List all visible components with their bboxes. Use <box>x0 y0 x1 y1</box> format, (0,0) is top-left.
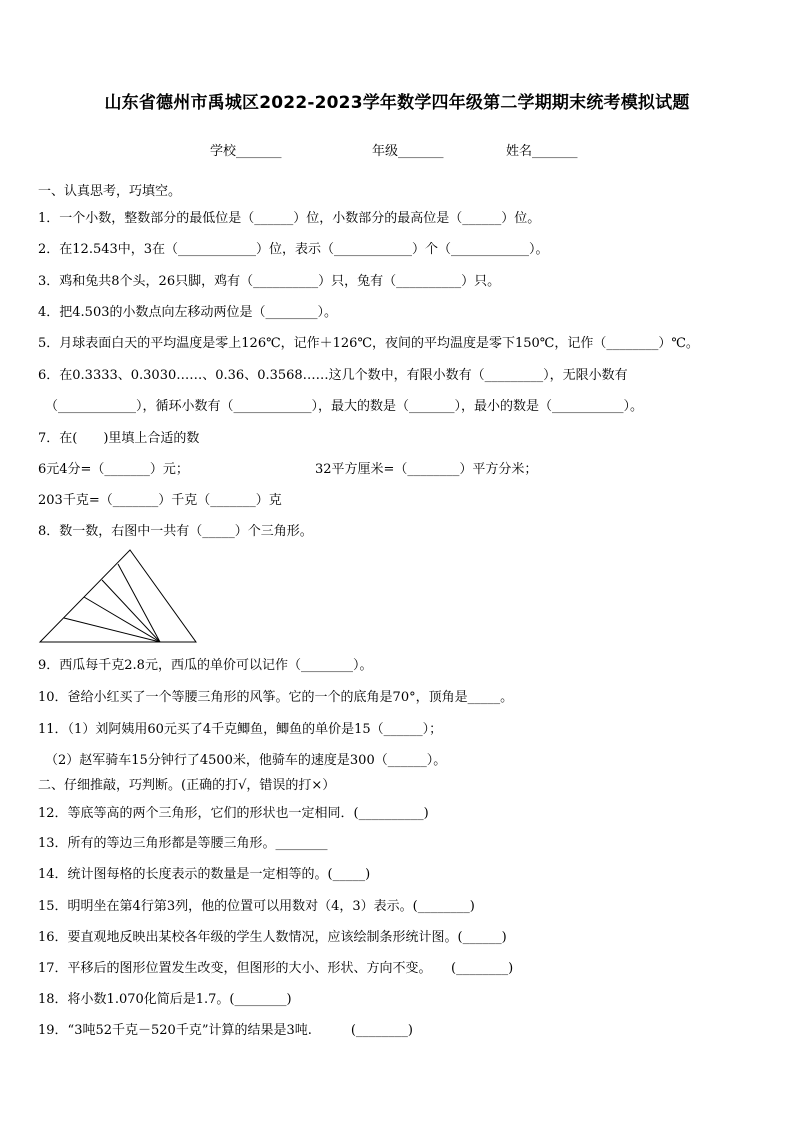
question-7-part-b: 32平方厘米=（________）平方分米； <box>315 462 538 477</box>
question-7-part-c: 203千克=（_______）千克（_______）克 <box>38 493 282 508</box>
question-12: 12．等底等高的两个三角形，它们的形状也一定相同．(__________) <box>38 806 429 821</box>
segment-2 <box>102 580 160 642</box>
question-11-part-2: （2）赵军骑车15分钟行了4500米，他骑车的速度是300（______）。 <box>45 753 447 768</box>
section-1-heading: 一、认真思考，巧填空。 <box>38 184 182 199</box>
question-8: 8．数一数，右图中一共有（_____）个三角形。 <box>38 524 313 539</box>
question-18: 18．将小数1.070化简后是1.7。(________) <box>38 992 292 1007</box>
segment-4 <box>64 618 160 642</box>
triangle-figure <box>38 546 198 644</box>
question-10: 10．爸给小红买了一个等腰三角形的风筝。它的一个的底角是70°，顶角是_____。 <box>38 690 514 705</box>
question-1: 1．一个小数，整数部分的最低位是（______）位，小数部分的最高位是（______）位。 <box>38 211 541 226</box>
question-13: 13．所有的等边三角形都是等腰三角形。________ <box>38 836 328 851</box>
outer-triangle <box>40 550 196 642</box>
section-2-heading: 二、仔细推敲，巧判断。(正确的打√，错误的打×） <box>38 778 336 793</box>
grade-field: 年级_______ <box>372 144 444 159</box>
question-11-part-1: 11．（1）刘阿姨用60元买了4千克鲫鱼，鲫鱼的单价是15（______）； <box>38 722 443 737</box>
question-4: 4．把4.503的小数点向左移动两位是（________）。 <box>38 305 337 320</box>
segment-1 <box>118 564 160 642</box>
question-6-line-2: （____________），循环小数有（____________），最大的数是（_______），最小的数是（___________）。 <box>45 399 644 414</box>
question-17: 17．平移后的图形位置发生改变，但图形的大小、形状、方向不变。 (________) <box>38 961 514 976</box>
page-title: 山东省德州市禹城区2022-2023学年数学四年级第二学期期末统考模拟试题 <box>104 93 690 113</box>
name-field: 姓名_______ <box>506 144 578 159</box>
question-15: 15．明明坐在第4行第3列，他的位置可以用数对（4，3）表示。(________) <box>38 899 475 914</box>
segment-3 <box>84 597 160 642</box>
question-2: 2．在12.543中，3在（____________）位，表示（____________）个（____________）。 <box>38 242 549 257</box>
question-9: 9．西瓜每千克2.8元，西瓜的单价可以记作（________）。 <box>38 658 373 673</box>
question-16: 16．要直观地反映出某校各年级的学生人数情况，应该绘制条形统计图。(______) <box>38 930 507 945</box>
question-6-line-1: 6．在0.3333、0.3030……、0.36、0.3568……这几个数中，有限小数有（_________），无限小数有 <box>38 368 628 383</box>
question-7-part-a: 6元4分=（_______）元； <box>38 462 189 477</box>
question-7: 7．在( )里填上合适的数 <box>38 431 200 446</box>
question-14: 14．统计图每格的长度表示的数量是一定相等的。(_____) <box>38 867 371 882</box>
school-field: 学校_______ <box>210 144 282 159</box>
question-3: 3．鸡和兔共8个头，26只脚，鸡有（__________）只，兔有（__________）只。 <box>38 274 501 289</box>
question-19: 19．“3吨52千克－520千克”计算的结果是3吨. (________) <box>38 1023 414 1038</box>
question-5: 5．月球表面白天的平均温度是零上126℃，记作＋126℃，夜间的平均温度是零下150℃，记作（________）℃。 <box>38 336 699 351</box>
